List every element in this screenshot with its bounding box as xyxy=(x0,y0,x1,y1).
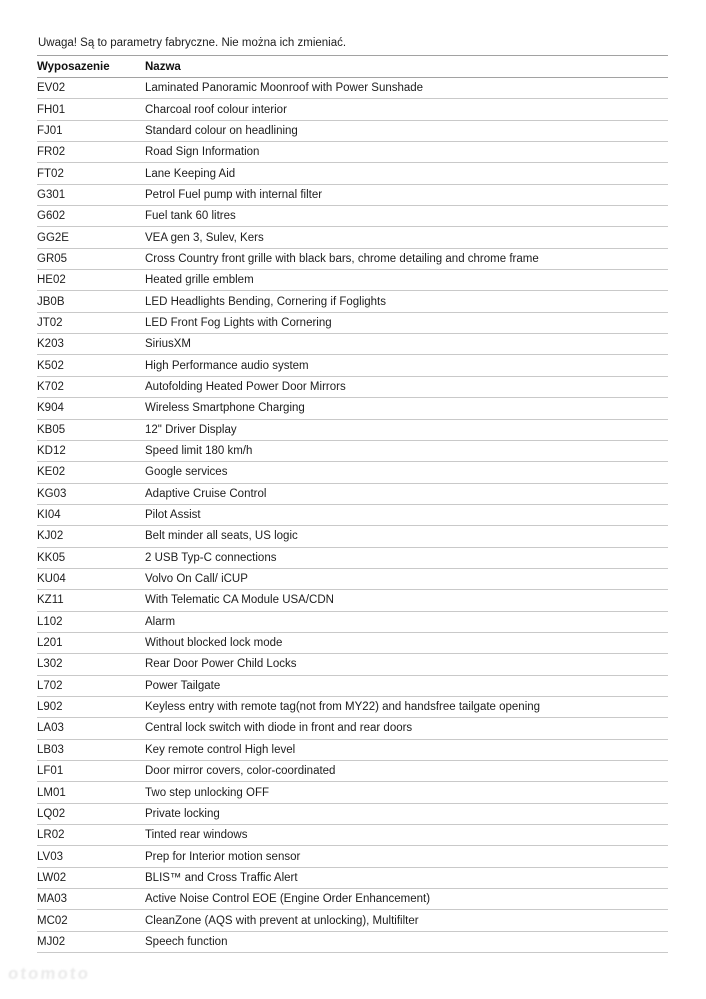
equipment-name-cell: Laminated Panoramic Moonroof with Power Sunshade xyxy=(145,78,668,99)
equipment-name-cell: CleanZone (AQS with prevent at unlocking), Multifilter xyxy=(145,910,668,931)
table-row xyxy=(37,78,668,99)
table-row xyxy=(37,227,668,248)
equipment-code-cell: L302 xyxy=(37,654,145,675)
equipment-code-cell: L702 xyxy=(37,675,145,696)
equipment-name-cell: Speed limit 180 km/h xyxy=(145,440,668,461)
equipment-name-cell: Two step unlocking OFF xyxy=(145,782,668,803)
table-row xyxy=(37,376,668,397)
table-row xyxy=(37,782,668,803)
equipment-name-cell: Central lock switch with diode in front and rear doors xyxy=(145,718,668,739)
equipment-code-cell: G301 xyxy=(37,184,145,205)
equipment-code-cell: LQ02 xyxy=(37,803,145,824)
equipment-code-cell: MC02 xyxy=(37,910,145,931)
equipment-code-cell: FR02 xyxy=(37,142,145,163)
equipment-code-cell: FH01 xyxy=(37,99,145,120)
table-row xyxy=(37,440,668,461)
table-row xyxy=(37,889,668,910)
equipment-name-cell: Alarm xyxy=(145,611,668,632)
equipment-table xyxy=(37,55,668,953)
table-row xyxy=(37,398,668,419)
equipment-name-cell: Charcoal roof colour interior xyxy=(145,99,668,120)
table-row xyxy=(37,846,668,867)
equipment-name-cell: With Telematic CA Module USA/CDN xyxy=(145,590,668,611)
table-header-row xyxy=(37,56,668,78)
equipment-code-cell: MJ02 xyxy=(37,931,145,952)
table-row xyxy=(37,312,668,333)
table-row xyxy=(37,547,668,568)
equipment-name-cell: Belt minder all seats, US logic xyxy=(145,526,668,547)
equipment-name-cell: Without blocked lock mode xyxy=(145,632,668,653)
table-row xyxy=(37,334,668,355)
equipment-code-cell: L201 xyxy=(37,632,145,653)
equipment-name-cell: Power Tailgate xyxy=(145,675,668,696)
table-row xyxy=(37,184,668,205)
equipment-code-cell: MA03 xyxy=(37,889,145,910)
equipment-code-cell: K904 xyxy=(37,398,145,419)
equipment-code-cell: LA03 xyxy=(37,718,145,739)
table-row xyxy=(37,611,668,632)
equipment-name-cell: High Performance audio system xyxy=(145,355,668,376)
equipment-name-cell: Lane Keeping Aid xyxy=(145,163,668,184)
equipment-code-cell: FJ01 xyxy=(37,120,145,141)
equipment-name-cell: Heated grille emblem xyxy=(145,270,668,291)
table-row xyxy=(37,803,668,824)
table-row xyxy=(37,867,668,888)
equipment-code-cell: KD12 xyxy=(37,440,145,461)
equipment-code-cell: LF01 xyxy=(37,761,145,782)
equipment-name-cell: Pilot Assist xyxy=(145,504,668,525)
table-row xyxy=(37,654,668,675)
equipment-code-cell: K203 xyxy=(37,334,145,355)
table-row xyxy=(37,270,668,291)
table-row xyxy=(37,739,668,760)
equipment-name-cell: 2 USB Typ-C connections xyxy=(145,547,668,568)
equipment-code-cell: HE02 xyxy=(37,270,145,291)
equipment-code-cell: GR05 xyxy=(37,248,145,269)
equipment-code-cell: K702 xyxy=(37,376,145,397)
equipment-code-cell: FT02 xyxy=(37,163,145,184)
table-row xyxy=(37,526,668,547)
equipment-code-cell: KJ02 xyxy=(37,526,145,547)
equipment-code-cell: K502 xyxy=(37,355,145,376)
column-header-wyposazenie: Wyposazenie xyxy=(37,56,145,78)
table-row xyxy=(37,590,668,611)
equipment-name-cell: Tinted rear windows xyxy=(145,825,668,846)
table-row xyxy=(37,462,668,483)
equipment-code-cell: JB0B xyxy=(37,291,145,312)
equipment-code-cell: KB05 xyxy=(37,419,145,440)
equipment-code-cell: JT02 xyxy=(37,312,145,333)
table-row xyxy=(37,163,668,184)
equipment-name-cell: LED Front Fog Lights with Cornering xyxy=(145,312,668,333)
table-row xyxy=(37,632,668,653)
factory-parameters-note: Uwaga! Są to parametry fabryczne. Nie można ich zmieniać. xyxy=(38,37,347,49)
equipment-name-cell: Wireless Smartphone Charging xyxy=(145,398,668,419)
table-row xyxy=(37,419,668,440)
equipment-code-cell: KG03 xyxy=(37,483,145,504)
equipment-table-body xyxy=(37,78,668,953)
equipment-code-cell: GG2E xyxy=(37,227,145,248)
equipment-name-cell: 12" Driver Display xyxy=(145,419,668,440)
equipment-name-cell: Petrol Fuel pump with internal filter xyxy=(145,184,668,205)
equipment-code-cell: KE02 xyxy=(37,462,145,483)
table-row xyxy=(37,142,668,163)
equipment-name-cell: Speech function xyxy=(145,931,668,952)
table-row xyxy=(37,99,668,120)
table-row xyxy=(37,504,668,525)
equipment-name-cell: VEA gen 3, Sulev, Kers xyxy=(145,227,668,248)
equipment-name-cell: Private locking xyxy=(145,803,668,824)
equipment-code-cell: LM01 xyxy=(37,782,145,803)
equipment-code-cell: LR02 xyxy=(37,825,145,846)
equipment-name-cell: Keyless entry with remote tag(not from MY22) and handsfree tailgate opening xyxy=(145,696,668,717)
equipment-code-cell: KZ11 xyxy=(37,590,145,611)
equipment-name-cell: Door mirror covers, color-coordinated xyxy=(145,761,668,782)
equipment-name-cell: Fuel tank 60 litres xyxy=(145,206,668,227)
equipment-name-cell: Google services xyxy=(145,462,668,483)
equipment-code-cell: L102 xyxy=(37,611,145,632)
column-header-nazwa: Nazwa xyxy=(145,56,668,78)
table-row xyxy=(37,483,668,504)
table-row xyxy=(37,718,668,739)
equipment-name-cell: BLIS™ and Cross Traffic Alert xyxy=(145,867,668,888)
equipment-name-cell: Cross Country front grille with black bars, chrome detailing and chrome frame xyxy=(145,248,668,269)
equipment-code-cell: G602 xyxy=(37,206,145,227)
table-row xyxy=(37,291,668,312)
equipment-name-cell: Key remote control High level xyxy=(145,739,668,760)
equipment-name-cell: Autofolding Heated Power Door Mirrors xyxy=(145,376,668,397)
equipment-name-cell: Road Sign Information xyxy=(145,142,668,163)
equipment-name-cell: Rear Door Power Child Locks xyxy=(145,654,668,675)
equipment-code-cell: EV02 xyxy=(37,78,145,99)
watermark: otomoto xyxy=(7,964,91,983)
table-row xyxy=(37,206,668,227)
equipment-code-cell: LV03 xyxy=(37,846,145,867)
table-row xyxy=(37,696,668,717)
equipment-name-cell: LED Headlights Bending, Cornering if Foglights xyxy=(145,291,668,312)
equipment-name-cell: Adaptive Cruise Control xyxy=(145,483,668,504)
equipment-name-cell: Active Noise Control EOE (Engine Order Enhancement) xyxy=(145,889,668,910)
table-row xyxy=(37,120,668,141)
equipment-code-cell: KI04 xyxy=(37,504,145,525)
table-row xyxy=(37,568,668,589)
equipment-code-cell: LW02 xyxy=(37,867,145,888)
equipment-code-cell: L902 xyxy=(37,696,145,717)
equipment-name-cell: Standard colour on headlining xyxy=(145,120,668,141)
equipment-name-cell: Prep for Interior motion sensor xyxy=(145,846,668,867)
table-row xyxy=(37,910,668,931)
table-row xyxy=(37,825,668,846)
equipment-name-cell: Volvo On Call/ iCUP xyxy=(145,568,668,589)
equipment-code-cell: KK05 xyxy=(37,547,145,568)
equipment-name-cell: SiriusXM xyxy=(145,334,668,355)
equipment-code-cell: KU04 xyxy=(37,568,145,589)
table-row xyxy=(37,931,668,952)
table-row xyxy=(37,761,668,782)
table-row xyxy=(37,675,668,696)
table-row xyxy=(37,355,668,376)
equipment-code-cell: LB03 xyxy=(37,739,145,760)
table-row xyxy=(37,248,668,269)
